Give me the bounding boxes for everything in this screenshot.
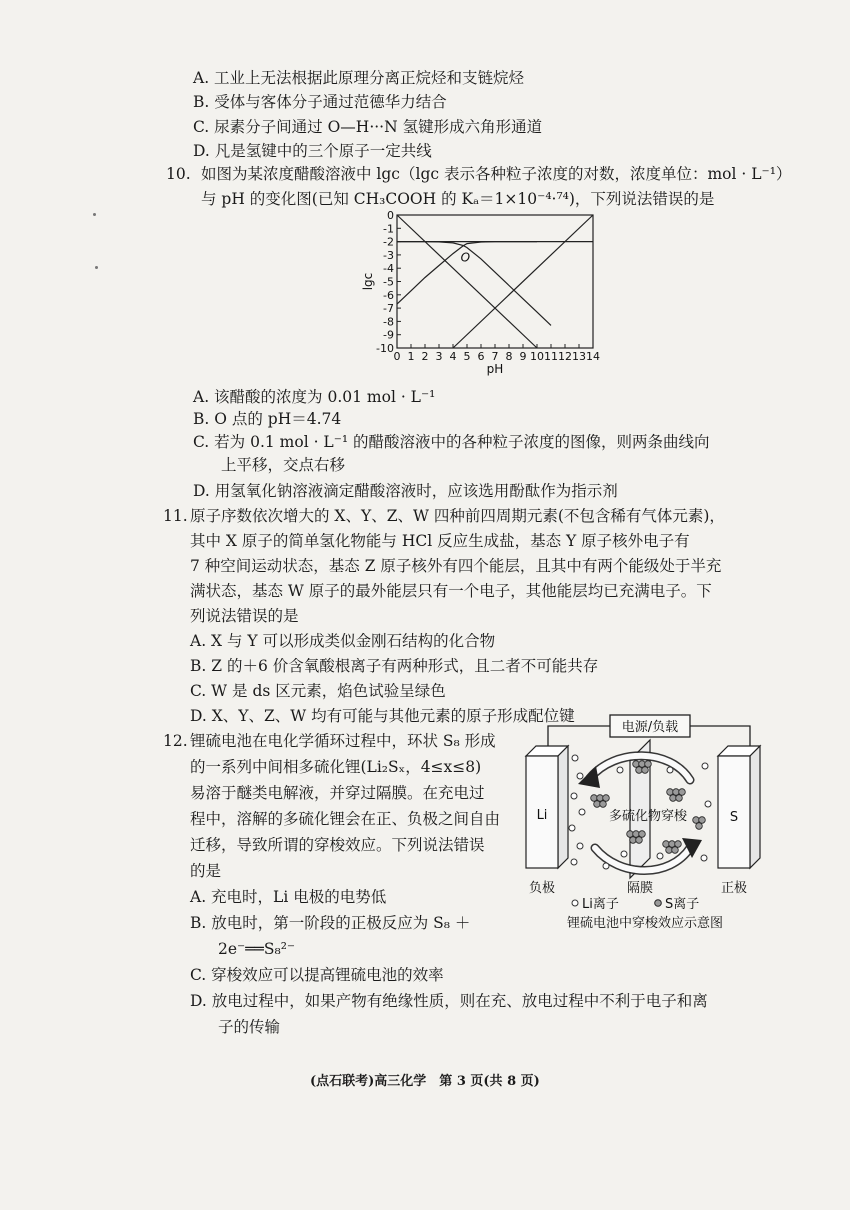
q10-option-c: C. 若为 0.1 mol · L⁻¹ 的醋酸溶液中的各种粒子浓度的图像，则两条曲线向 [193,433,710,451]
q11-number: 11. [163,507,188,525]
x-tick-label: 11 [544,350,558,363]
x-tick-label: 10 [530,350,544,363]
y-axis-label: lgc [361,272,375,291]
negative-label: 负极 [528,881,556,896]
q11-stem-line-2: 其中 X 原子的简单氢化物能与 HCl 反应生成盐，基态 Y 原子核外电子有 [190,532,690,550]
q11-option-a: A. X 与 Y 可以形成类似金刚石结构的化合物 [190,632,496,650]
scan-speck [95,266,98,269]
q12-option-d-cont: 子的传输 [218,1018,281,1036]
q12-stem-line-6: 的是 [190,862,222,880]
q9-option-b: B. 受体与客体分子通过范德华力结合 [193,93,447,111]
q9-option-d: D. 凡是氢键中的三个原子一定共线 [193,142,432,160]
x-tick-label: 5 [463,350,471,363]
y-tick-label: -3 [383,248,394,262]
q10-option-d: D. 用氢氧化钠溶液滴定醋酸溶液时，应该选用酚酞作为指示剂 [193,482,618,500]
q12-option-a: A. 充电时，Li 电极的电势低 [190,888,387,906]
x-tick-label: 1 [407,350,415,363]
plot-frame [397,215,593,348]
q10-option-c-cont: 上平移，交点右移 [221,456,346,474]
x-tick-label: 14 [586,350,600,363]
power-load-label: 电源/负载 [621,720,679,735]
q12-number: 12. [163,732,188,750]
q10-stem-line-1: 如图为某浓度醋酸溶液中 lgc（lgc 表示各种粒子浓度的对数，浓度单位：mol · L⁻¹） [201,165,792,183]
li-electrode [526,746,568,868]
x-axis-label: pH [486,362,504,376]
q12-option-b-cont: 2e⁻══S₈²⁻ [218,940,296,958]
q12-stem-line-1: 锂硫电池在电化学循环过程中，环状 S₈ 形成 [190,732,496,750]
q11-option-c: C. W 是 ds 区元素，焰色试验呈绿色 [190,682,446,700]
diagram-caption: 锂硫电池中穿梭效应示意图 [566,916,724,931]
series-line-3 [397,242,551,326]
y-tick-label: -10 [376,342,394,355]
s-ion-legend: S离子 [665,897,700,912]
y-tick-label: -2 [383,235,394,249]
q12-stem-line-3: 易溶于醚类电解液，并穿过隔膜。在充电过 [190,784,485,802]
series-line-0 [397,215,537,348]
q10-option-a: A. 该醋酸的浓度为 0.01 mol · L⁻¹ [193,388,436,406]
series-line-1 [453,215,593,348]
q12-option-c: C. 穿梭效应可以提高锂硫电池的效率 [190,966,444,984]
s-electrode [718,746,760,868]
q11-stem-line-4: 满状态，基态 W 原子的最外能层只有一个电子，其他能层均已充满电子。下 [190,582,712,600]
separator-label: 隔膜 [626,881,654,896]
q11-stem-line-3: 7 种空间运动状态，基态 Z 原子核外有四个能层，且其中有两个能级处于半充 [190,557,722,575]
q10-option-b: B. O 点的 pH＝4.74 [193,410,342,428]
page-footer: (点石联考)高三化学 第 3 页(共 8 页) [310,1074,540,1089]
x-tick-label: 7 [491,350,499,363]
q11-stem-line-5: 列说法错误的是 [190,607,299,625]
point-o-label: O [460,250,471,265]
y-tick-label: -6 [383,288,394,302]
s-electrode-label: S [729,810,739,825]
x-tick-label: 2 [421,350,429,363]
q12-stem-line-5: 迁移，导致所谓的穿梭效应。下列说法错误 [190,836,485,854]
q12-stem-line-2: 的一系列中间相多硫化锂(Li₂Sₓ，4≤x≤8) [190,758,482,776]
right-wire [690,726,750,748]
q10-number: 10. [166,165,191,183]
left-wire [548,726,610,748]
q11-option-b: B. Z 的＋6 价含氧酸根离子有两种形式，且二者不可能共存 [190,657,599,675]
lgc-ph-chart [360,205,610,388]
y-tick-label: -5 [383,275,394,289]
q11-stem-line-1: 原子序数依次增大的 X、Y、Z、W 四种前四周期元素(不包含稀有气体元素)， [190,507,725,525]
li-ion-legend: Li离子 [582,897,619,912]
x-tick-label: 9 [519,350,527,363]
x-tick-label: 6 [477,350,485,363]
q10-stem-line-2: 与 pH 的变化图(已知 CH₃COOH 的 Kₐ＝1×10⁻⁴·⁷⁴)，下列说法错误的是 [201,190,715,208]
x-tick-label: 13 [572,350,586,363]
positive-label: 正极 [720,881,748,896]
li-ion-legend-icon [572,900,578,906]
y-tick-label: -7 [383,302,394,316]
q12-stem-line-4: 程中，溶解的多硫化锂会在正、负极之间自由 [190,810,501,828]
scan-speck [93,213,96,216]
x-tick-label: 0 [393,350,401,363]
li-s-battery-diagram [520,708,780,940]
s-ion-legend-icon [655,900,662,907]
q12-option-b: B. 放电时，第一阶段的正极反应为 S₈ ＋ [190,914,471,932]
q9-option-c: C. 尿素分子间通过 O—H···N 氢键形成六角形通道 [193,118,543,136]
y-tick-label: 0 [387,209,394,222]
y-tick-label: -8 [383,315,394,329]
q12-option-d: D. 放电过程中，如果产物有绝缘性质，则在充、放电过程中不利于电子和离 [190,992,708,1010]
li-electrode-label: Li [536,808,548,823]
y-tick-label: -1 [383,222,394,236]
x-tick-label: 8 [505,350,513,363]
y-tick-label: -9 [383,328,394,342]
shuttle-label: 多硫化物穿梭 [608,809,688,824]
x-tick-label: 3 [435,350,443,363]
x-tick-label: 4 [449,350,457,363]
y-tick-label: -4 [383,262,394,276]
x-tick-label: 12 [558,350,572,363]
q9-option-a: A. 工业上无法根据此原理分离正烷烃和支链烷烃 [193,69,525,87]
q11-option-d: D. X、Y、Z、W 均有可能与其他元素的原子形成配位键 [190,707,575,725]
